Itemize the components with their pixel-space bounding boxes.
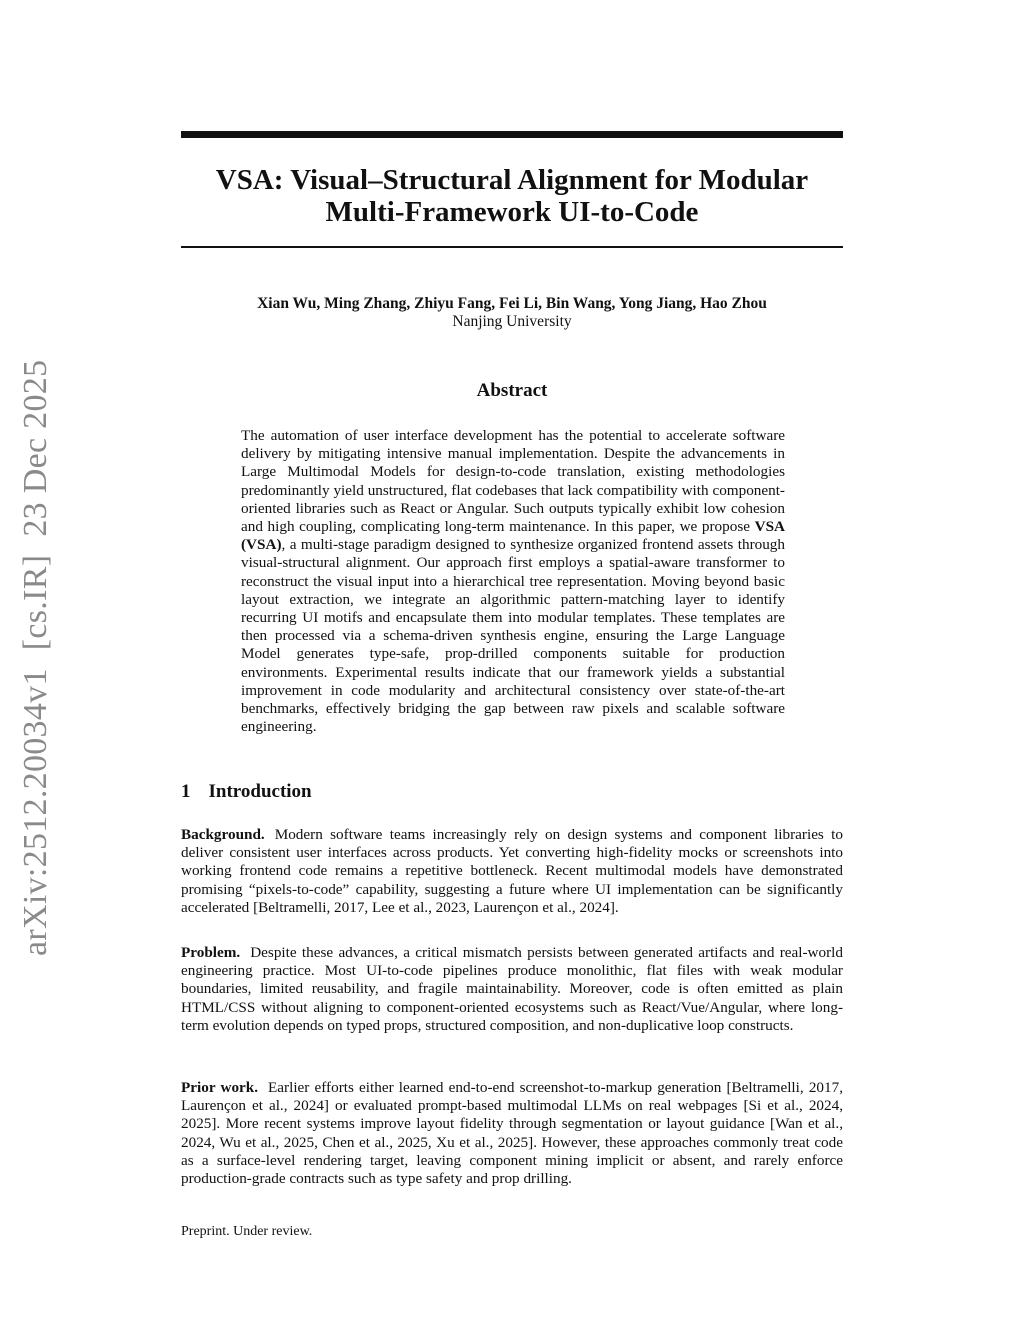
abstract-text-part-1: The automation of user interface development has the potential to accelerate software delivery by mitigating intensive manual implementation. Despite the advancements in Large Multimodal Models for design-to-code translation, existing methodologies predominantly yield unstructured, flat codebases that lack compatibility with component-oriented libraries such as React or Angular. Such outputs typically exhibit low cohesion and high coupling, complicating long-term maintenance. In this paper, we propose bbox=[241, 427, 785, 536]
paragraph-lead-prior-work: Prior work. bbox=[181, 1079, 259, 1096]
abstract-method-name: VSA (VSA) bbox=[241, 518, 785, 554]
paper-title-line-1: VSA: Visual–Structural Alignment for Modular bbox=[215, 164, 809, 196]
author-affiliation: Nanjing University bbox=[452, 313, 572, 330]
section-heading-introduction bbox=[181, 781, 312, 803]
abstract-text-part-2: , a multi-stage paradigm designed to synthesize organized frontend assets through visual-structural alignment. Our approach first employs a spatial-aware transformer to reconstruct the visual input into a hierarchical tree representation. Moving beyond basic layout extraction, we integrate an algorithmic pattern-matching layer to identify recurring UI motifs and encapsulate them into modular templates. These templates are then processed via a schema-driven synthesis engine, ensuring the Large Language Model generates type-safe, prop-drilled components suitable for production environments. Experimental results indicate that our framework yields a substantial improvement in code modularity and architectural consistency over state-of-the-art benchmarks, effectively bridging the gap between raw pixels and scalable software engineering. bbox=[241, 536, 785, 736]
paragraph-text-background: Modern software teams increasingly rely on design systems and component libraries to deliver consistent user interfaces across products. Yet converting high-fidelity mocks or screenshots into working frontend code remains a repetitive bottleneck. Recent multimodal models have demonstrated promising “pixels-to-code” capability, suggesting a future where UI implementation can be significantly accelerated [Beltramelli, 2017, Lee et al., 2023, Laurençon et al., 2024]. bbox=[181, 826, 843, 916]
section-title: Introduction bbox=[208, 781, 312, 802]
paragraph-background bbox=[181, 826, 843, 917]
paragraph-lead-problem: Problem. bbox=[181, 944, 241, 961]
section-number: 1 bbox=[181, 781, 191, 802]
title-rule-bottom bbox=[181, 246, 843, 248]
author-names: Xian Wu, Ming Zhang, Zhiyu Fang, Fei Li, Bin Wang, Yong Jiang, Hao Zhou bbox=[257, 295, 767, 312]
footer-note: Preprint. Under review. bbox=[181, 1224, 313, 1239]
abstract-heading: Abstract bbox=[476, 380, 548, 401]
paragraph-text-prior-work: Earlier efforts either learned end-to-end screenshot-to-markup generation [Beltramelli, 2017, Laurençon et al., 2024] or evaluated prompt-based multimodal LLMs on real webpages [Si et al., 2024, 2025]. More recent systems improve layout fidelity through segmentation or layout guidance [Wan et al., 2024, Wu et al., 2025, Chen et al., 2025, Xu et al., 2025]. However, these approaches commonly treat code as a surface-level rendering target, leaving component mining implicit or absent, and rarely enforce production-grade contracts such as type safety and prop drilling. bbox=[181, 1079, 843, 1188]
abstract-text bbox=[241, 427, 785, 736]
arxiv-identifier bbox=[6, 359, 66, 956]
arxiv-id: arXiv:2512.20034v1 bbox=[17, 668, 54, 956]
paper-title bbox=[181, 164, 843, 228]
arxiv-category: [cs.IR] bbox=[17, 554, 54, 651]
title-rule-top bbox=[181, 131, 843, 138]
paragraph-text-problem: Despite these advances, a critical mismatch persists between generated artifacts and real-world engineering practice. Most UI-to-code pipelines produce monolithic, flat files with weak modular boundaries, limited reusability, and fragile maintainability. Moreover, code is often emitted as plain HTML/CSS without aligning to component-oriented ecosystems such as React/Vue/Angular, where long-term evolution depends on typed props, structured composition, and non-duplicative loop constructs. bbox=[181, 944, 843, 1034]
paragraph-prior-work bbox=[181, 1079, 843, 1188]
paragraph-lead-background: Background. bbox=[181, 826, 265, 843]
paragraph-problem bbox=[181, 944, 843, 1035]
arxiv-date: 23 Dec 2025 bbox=[17, 359, 54, 537]
paper-title-line-2: Multi-Framework UI-to-Code bbox=[325, 196, 699, 228]
author-block bbox=[181, 295, 843, 331]
